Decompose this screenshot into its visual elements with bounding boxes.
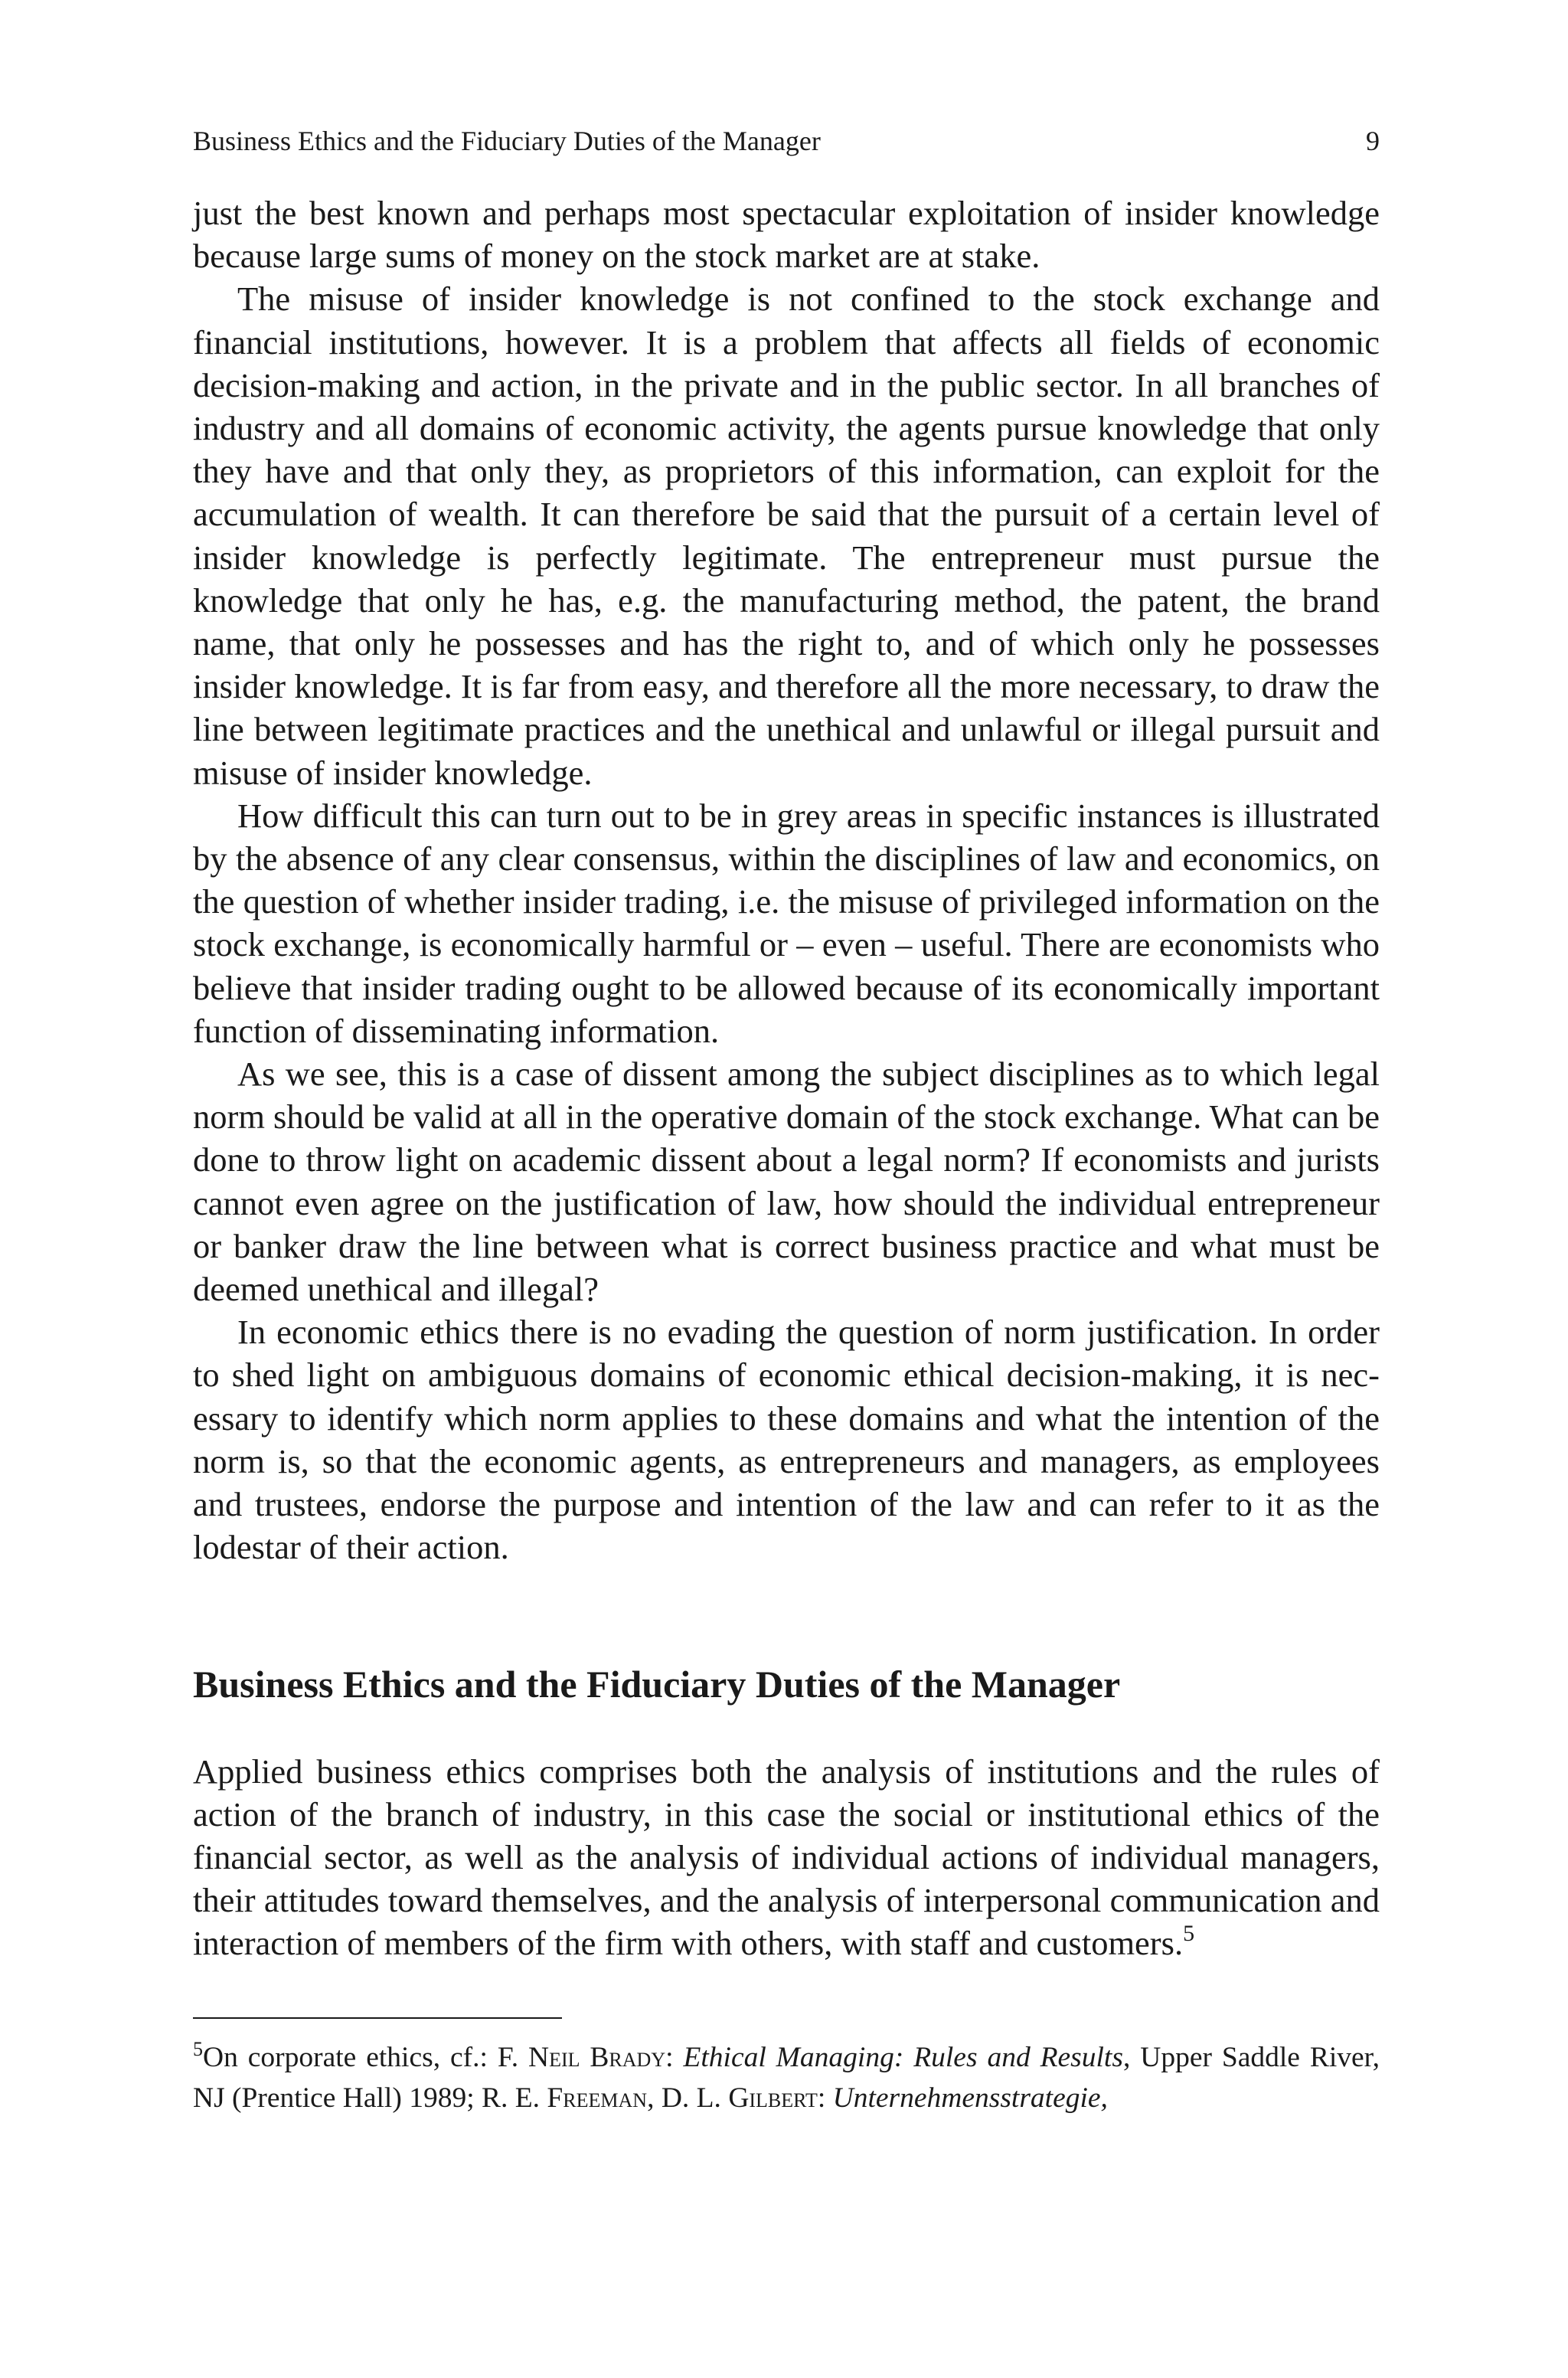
author2-initial: R. E. (482, 2082, 547, 2114)
author1-name: Neil Brady (528, 2041, 666, 2073)
page (193, 123, 1380, 2118)
paragraph-4: As we see, this is a case of dissent among the subject disciplines as to which legal norm should be valid at all in the operative domain of the stock exchange. What can be done to throw light on academic dissent about a legal norm? If economists and jurists cannot even agree on the justification of law, how should the individual entrepreneur or banker draw the line between what is correct business practice and what must be deemed unethical and illegal? (193, 1055, 1380, 1309)
footnote-mark: 5 (193, 2037, 203, 2060)
separator-3: : (817, 2082, 833, 2114)
author1-initial: F. (497, 2041, 528, 2073)
section-title: Business Ethics and the Fiduciary Duties of the Manager (193, 1662, 1121, 1706)
running-title: Business Ethics and the Fiduciary Duties of the Manager (193, 126, 821, 156)
footnote-reference[interactable]: 5 (1183, 1921, 1195, 1947)
paragraph-2: The misuse of insider knowledge is not confined to the stock exchange and financial institutions, however. It is a problem that affects all fields of economic decision-making and action, in the private and in the public sector. In all branches of industry and all domains of economic activity, the agents pursue knowledge that only they have and that only they, as proprietors of this information, can exploit for the accumulation of wealth. It can therefore be said that the pursuit of a certain level of insider knowledge is perfectly legitimate. The entrepreneur must pursue the knowledge that only he has, e.g. the manufacturing method, the patent, the brand name, that only he possesses and has the right to, and of which only he possesses insider knowledge. It is far from easy, and therefore all the more necessary, to draw the line between legitimate practices and the unethical and unlawful or illegal pursuit and misuse of insider knowledge. (193, 280, 1380, 792)
running-head (193, 123, 1380, 159)
author2-name: Freeman (547, 2082, 648, 2114)
separator-1: : (665, 2041, 684, 2073)
page-number: 9 (1366, 126, 1380, 156)
footnote-divider (193, 2017, 562, 2019)
section-paragraph-text: Applied business ethics comprises both the analysis of institutions and the rules of action of the branch of industry, in this case the social or institutional ethics of the financial sector, as well as the analysis of individual actions of individual managers, their attitudes toward themselves, and the analysis of interpersonal communication and interaction of members of the firm with others, with staff and customers. (193, 1752, 1380, 1963)
separator-2: , (647, 2082, 662, 2114)
paragraph-5: In economic ethics there is no evading the question of norm justification. In order to shed light on ambiguous domains of economic ethical decision-making, it is necessary to identify which norm applies to these domains and what the intention of the norm is, so that the economic agents, as entrepreneurs and managers, as employees and trustees, endorse the purpose and intention of the law and can refer to it as the lodestar of their action. (193, 1313, 1380, 1567)
footnote-lead: On corporate ethics, cf.: (203, 2041, 498, 2073)
publication-1: , Upper Saddle River, NJ (Prentice Hall) 1989; (193, 2041, 1380, 2114)
author3-name: Gilbert (728, 2082, 818, 2114)
book-title-2: Unternehmensstrategie, (832, 2082, 1108, 2114)
body-text (193, 191, 1380, 1965)
paragraph-1: just the best known and perhaps most spectacular exploitation of insider knowledge because large sums of money on the stock market are at stake. (193, 194, 1380, 276)
book-title-1: Ethical Managing: Rules and Results (683, 2041, 1123, 2073)
footnote (193, 2037, 1380, 2118)
author3-initial: D. L. (661, 2082, 729, 2114)
paragraph-3: How difficult this can turn out to be in grey areas in specific instances is illustrated by the absence of any clear consensus, within the disciplines of law and economics, on the question of whether insider trading, i.e. the misuse of privileged information on the stock exchange, is economically harmful or – even – useful. There are economists who believe that insider trading ought to be allowed because of its economically important function of disseminating information. (193, 796, 1380, 1050)
section-paragraph (193, 1750, 1380, 1965)
